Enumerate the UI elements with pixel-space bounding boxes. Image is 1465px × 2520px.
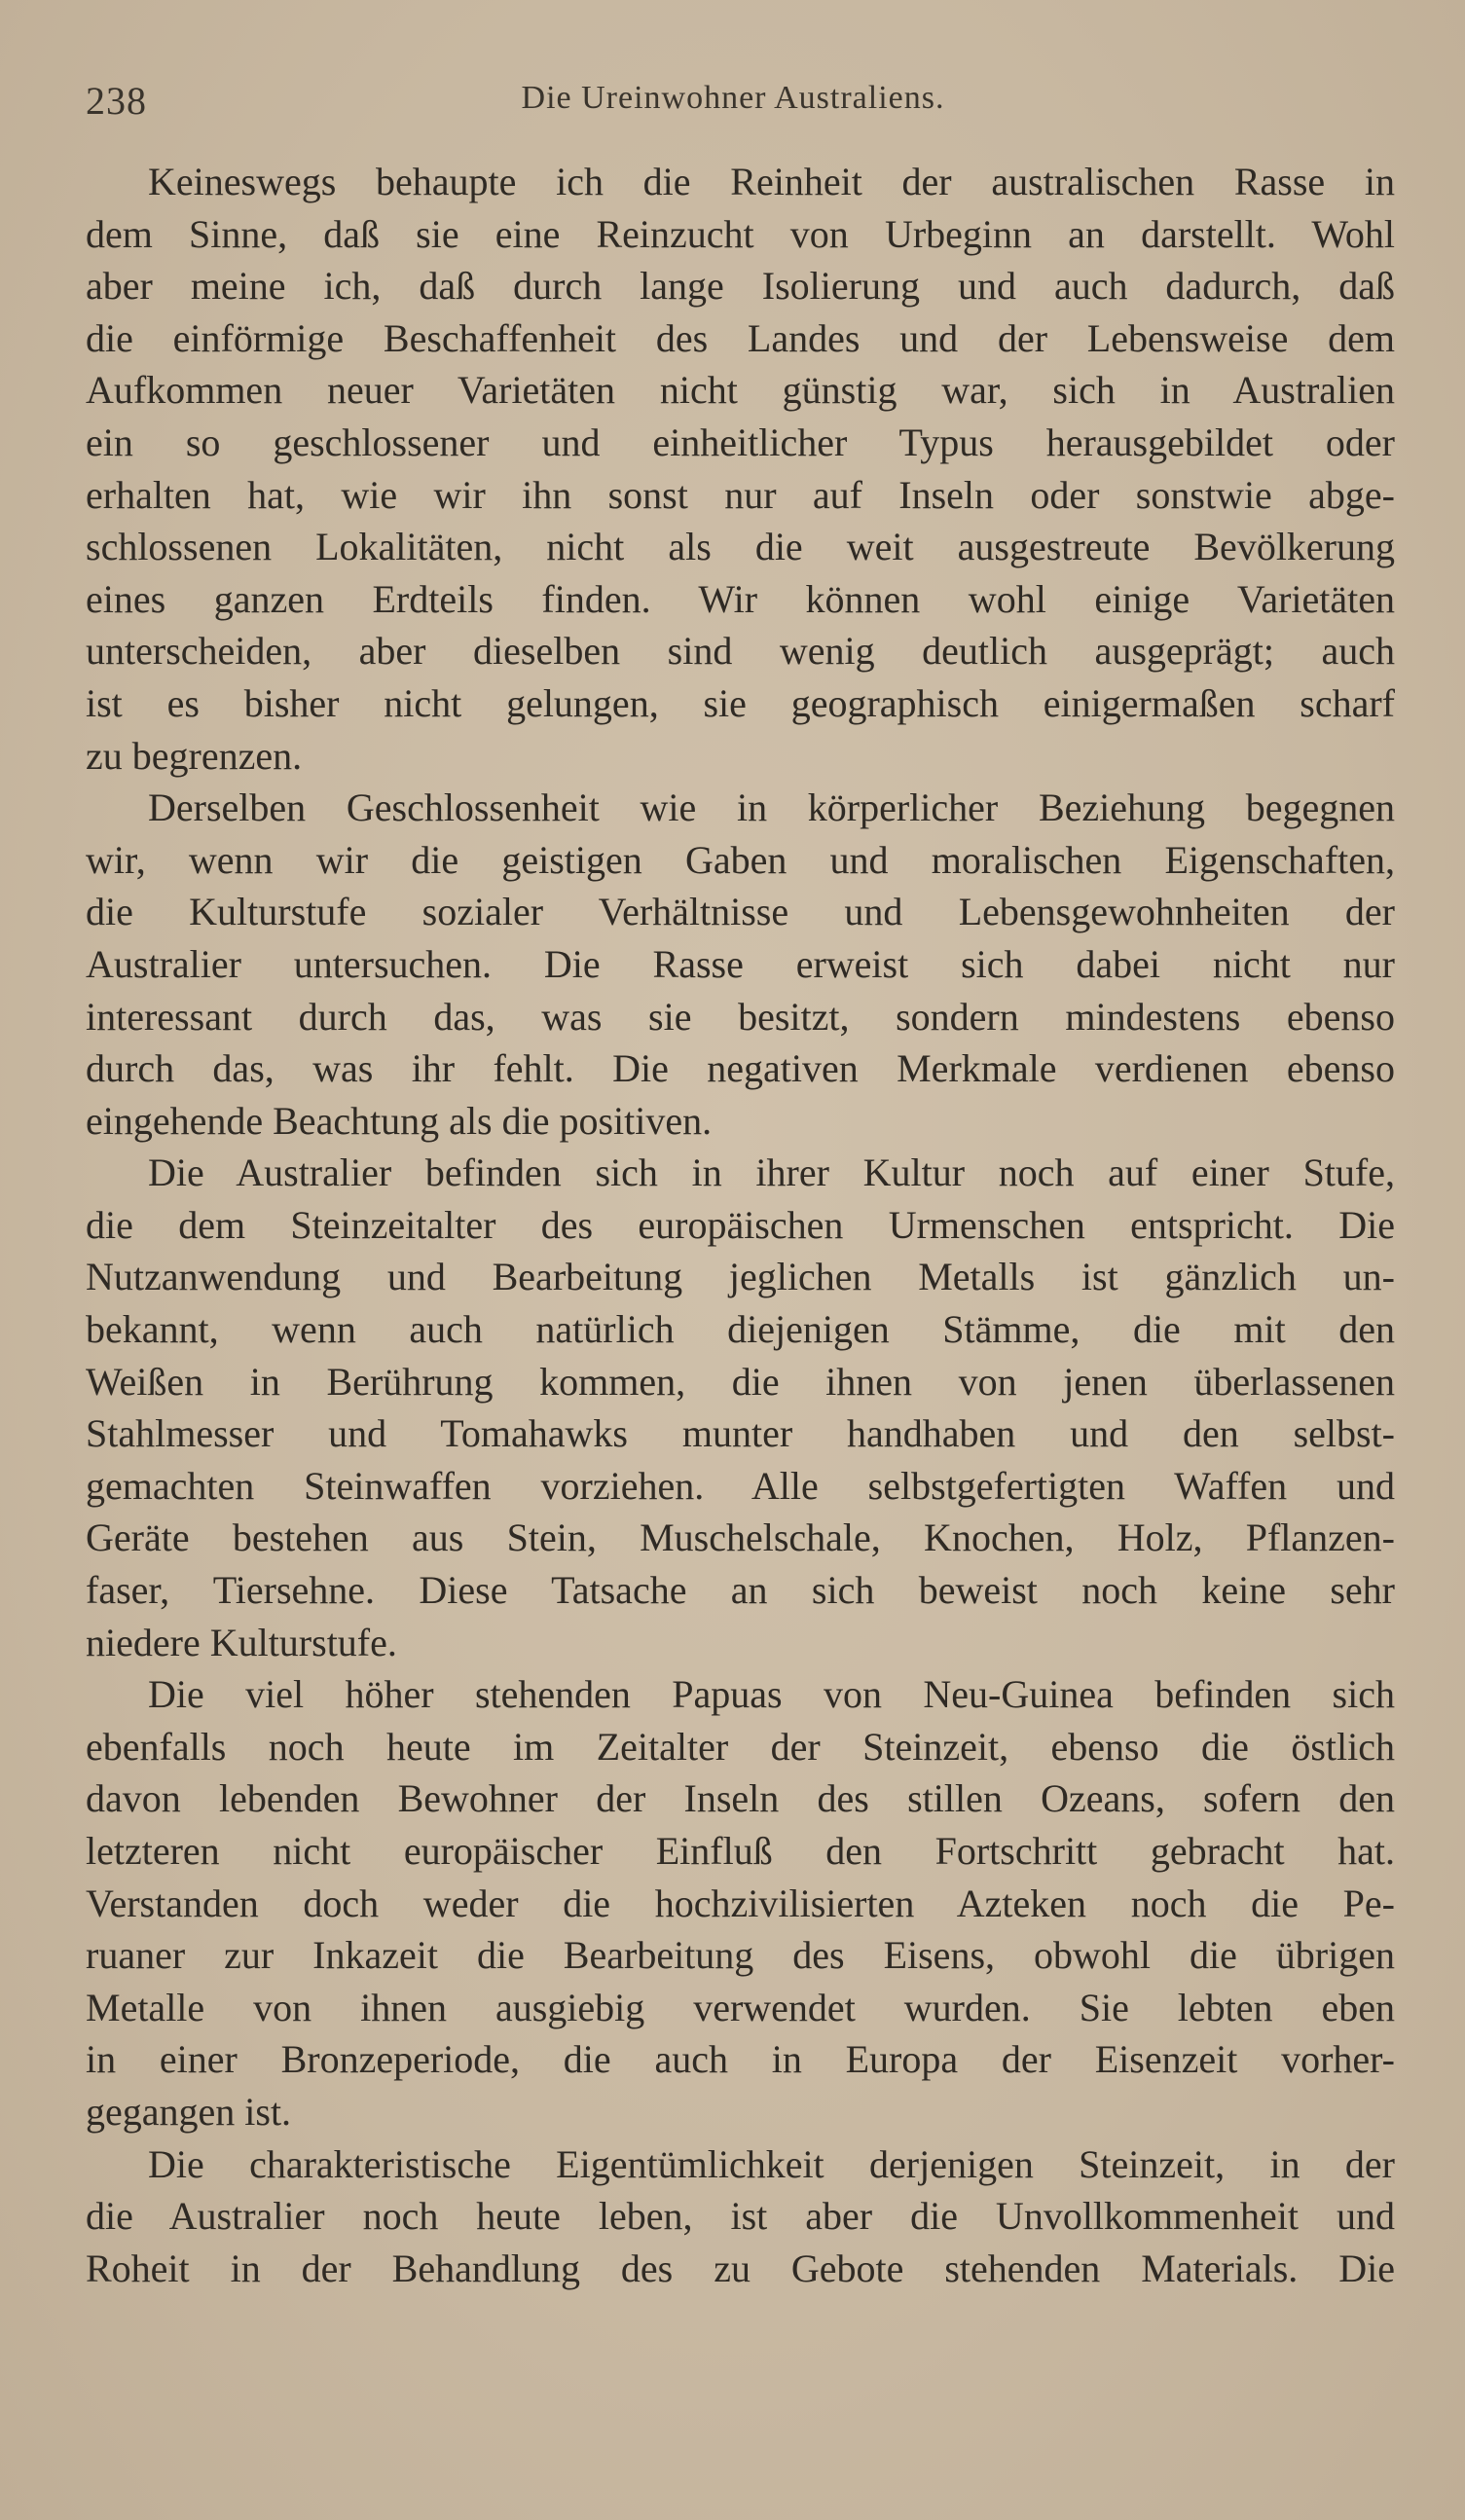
running-head bbox=[86, 78, 1380, 121]
text-line: interessant durch das, was sie besitzt, sondern mindestens ebenso bbox=[86, 994, 1395, 1039]
text-line: Australier untersuchen. Die Rasse erweist sich dabei nicht nur bbox=[86, 941, 1395, 986]
text-line: Aufkommen neuer Varietäten nicht günstig war, sich in Australien bbox=[86, 368, 1395, 413]
text-line: ein so geschlossener und einheitlicher Typus herausgebildet oder bbox=[86, 420, 1395, 464]
text-line: die Kulturstufe sozialer Verhältnisse und Lebensgewohnheiten der bbox=[86, 890, 1395, 934]
running-title: Die Ureinwohner Australiens. bbox=[521, 80, 945, 116]
text-line: schlossenen Lokalitäten, nicht als die weit ausgestreute Bevölkerung bbox=[86, 525, 1395, 569]
text-line: in einer Bronzeperiode, die auch in Europa der Eisenzeit vorher- bbox=[86, 2037, 1395, 2082]
text-line: dem Sinne, daß sie eine Reinzucht von Urbeginn an darstellt. Wohl bbox=[86, 211, 1395, 256]
text-line: zu begrenzen. bbox=[86, 733, 303, 778]
text-line: niedere Kulturstufe. bbox=[86, 1620, 397, 1664]
text-line: Stahlmesser und Tomahawks munter handhaben und den selbst- bbox=[86, 1411, 1395, 1456]
text-line: ruaner zur Inkazeit die Bearbeitung des Eisens, obwohl die übrigen bbox=[86, 1933, 1395, 1978]
text-line: unterscheiden, aber dieselben sind wenig deutlich ausgeprägt; auch bbox=[86, 629, 1395, 674]
text-line: die dem Steinzeitalter des europäischen Urmenschen entspricht. Die bbox=[86, 1202, 1395, 1247]
text-line: Keineswegs behaupte ich die Reinheit der australischen Rasse in bbox=[148, 160, 1395, 203]
text-line: letzteren nicht europäischer Einfluß den Fortschritt gebracht hat. bbox=[86, 1829, 1395, 1873]
text-line: Weißen in Berührung kommen, die ihnen von jenen überlassenen bbox=[86, 1359, 1395, 1404]
text-line: faser, Tiersehne. Diese Tatsache an sich beweist noch keine sehr bbox=[86, 1568, 1395, 1613]
text-line: Derselben Geschlossenheit wie in körperlicher Beziehung begegnen bbox=[148, 785, 1395, 830]
text-line: eines ganzen Erdteils finden. Wir können wohl einige Varietäten bbox=[86, 576, 1395, 621]
text-line: die einförmige Beschaffenheit des Landes und der Lebensweise dem bbox=[86, 315, 1395, 360]
text-line: durch das, was ihr fehlt. Die negativen Merkmale verdienen ebenso bbox=[86, 1046, 1395, 1091]
text-line: gemachten Steinwaffen vorziehen. Alle selbstgefertigten Waffen und bbox=[86, 1463, 1395, 1508]
text-line: wir, wenn wir die geistigen Gaben und moralischen Eigenschaften, bbox=[86, 837, 1395, 882]
text-line: erhalten hat, wie wir ihn sonst nur auf Inseln oder sonstwie abge- bbox=[86, 472, 1395, 517]
text-line: Metalle von ihnen ausgiebig verwendet wurden. Sie lebten eben bbox=[86, 1985, 1395, 2029]
page-number: 238 bbox=[86, 79, 147, 123]
text-line: Die charakteristische Eigentümlichkeit derjenigen Steinzeit, in der bbox=[148, 2141, 1395, 2186]
text-line: davon lebenden Bewohner der Inseln des stillen Ozeans, sofern den bbox=[86, 1776, 1395, 1821]
text-line: Roheit in der Behandlung des zu Gebote stehenden Materials. Die bbox=[86, 2246, 1395, 2290]
text-line: Nutzanwendung und Bearbeitung jeglichen Metalls ist gänzlich un- bbox=[86, 1255, 1395, 1299]
text-line: eingehende Beachtung als die positiven. bbox=[86, 1098, 713, 1143]
text-line: Die viel höher stehenden Papuas von Neu-Guinea befinden sich bbox=[148, 1672, 1395, 1717]
text-line: gegangen ist. bbox=[86, 2089, 292, 2134]
text-line: die Australier noch heute leben, ist aber die Unvollkommenheit und bbox=[86, 2194, 1395, 2239]
body-text bbox=[86, 156, 1395, 2294]
text-line: Verstanden doch weder die hochzivilisierten Azteken noch die Pe- bbox=[86, 1881, 1395, 1925]
text-line: ist es bisher nicht gelungen, sie geographisch einigermaßen scharf bbox=[86, 680, 1395, 725]
text-line: aber meine ich, daß durch lange Isolierung und auch dadurch, daß bbox=[86, 264, 1395, 309]
text-line: bekannt, wenn auch natürlich diejenigen Stämme, die mit den bbox=[86, 1307, 1395, 1352]
text-line: Geräte bestehen aus Stein, Muschelschale, Knochen, Holz, Pflanzen- bbox=[86, 1516, 1395, 1560]
text-line: ebenfalls noch heute im Zeitalter der Steinzeit, ebenso die östlich bbox=[86, 1724, 1395, 1769]
text-line: Die Australier befinden sich in ihrer Kultur noch auf einer Stufe, bbox=[148, 1150, 1395, 1195]
